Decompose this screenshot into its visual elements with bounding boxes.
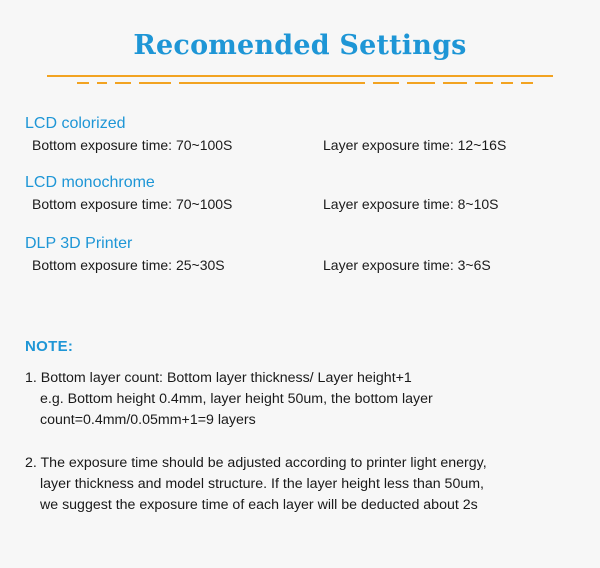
layer-exposure-time: Layer exposure time: 8~10S: [323, 196, 499, 212]
note-line: layer thickness and model structure. If the layer height less than 50um,: [40, 476, 484, 492]
note-line: 2. The exposure time should be adjusted according to printer light energy,: [25, 455, 487, 471]
note-line: e.g. Bottom height 0.4mm, layer height 50um, the bottom layer: [40, 391, 433, 407]
note-heading: NOTE:: [25, 338, 74, 355]
bottom-exposure-time: Bottom exposure time: 25~30S: [32, 257, 225, 273]
title-underline: [47, 75, 553, 77]
layer-exposure-time: Layer exposure time: 3~6S: [323, 257, 491, 273]
setting-name: LCD colorized: [25, 115, 126, 132]
bottom-exposure-time: Bottom exposure time: 70~100S: [32, 137, 233, 153]
layer-exposure-time: Layer exposure time: 12~16S: [323, 137, 507, 153]
title-dashed-underline: [77, 82, 533, 84]
note-line: count=0.4mm/0.05mm+1=9 layers: [40, 412, 256, 428]
note-line: we suggest the exposure time of each layer will be deducted about 2s: [40, 497, 478, 513]
setting-name: DLP 3D Printer: [25, 235, 133, 252]
note-line: 1. Bottom layer count: Bottom layer thickness/ Layer height+1: [25, 370, 412, 386]
bottom-exposure-time: Bottom exposure time: 70~100S: [32, 196, 233, 212]
setting-name: LCD monochrome: [25, 174, 155, 191]
page-title: Recomended Settings: [133, 30, 467, 61]
